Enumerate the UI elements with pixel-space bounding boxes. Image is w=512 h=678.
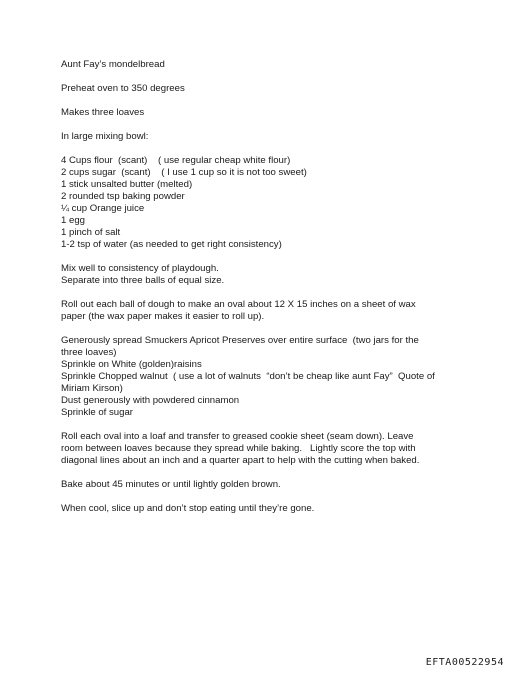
- step-line: Mix well to consistency of playdough.: [61, 263, 219, 274]
- mix-step: [61, 263, 461, 287]
- rollout-step: [61, 299, 461, 323]
- step-line: Sprinkle Chopped walnut ( use a lot of walnuts “don’t be cheap like aunt Fay” Quote of: [61, 371, 435, 382]
- step-line: Dust generously with powdered cinnamon: [61, 395, 240, 406]
- step-line: three loaves): [61, 347, 117, 358]
- step-line: Sprinkle on White (golden)raisins: [61, 359, 202, 370]
- ingredient-item: 2 cups sugar (scant) ( I use 1 cup so it is not too sweet): [61, 167, 307, 178]
- bake-step: Bake about 45 minutes or until lightly golden brown.: [61, 479, 281, 490]
- recipe-document: [61, 59, 461, 527]
- ingredient-item: 1 egg: [61, 215, 86, 226]
- step-line: Separate into three balls of equal size.: [61, 275, 225, 286]
- ingredient-item: ¼ cup Orange juice: [61, 203, 145, 214]
- filling-step: [61, 335, 461, 419]
- ingredient-item: 2 rounded tsp baking powder: [61, 191, 185, 202]
- step-line: Generously spread Smuckers Apricot Preserves over entire surface (two jars for the: [61, 335, 419, 346]
- ingredient-item: 4 Cups flour (scant) ( use regular cheap white flour): [61, 155, 291, 166]
- step-line: diagonal lines about an inch and a quarter apart to help with the cutting when baked.: [61, 455, 420, 466]
- finish-step: When cool, slice up and don’t stop eating until they’re gone.: [61, 503, 315, 514]
- document-id-stamp: EFTA00522954: [425, 657, 504, 668]
- preheat-instruction: Preheat oven to 350 degrees: [61, 83, 185, 94]
- ingredient-item: 1 pinch of salt: [61, 227, 121, 238]
- step-line: Sprinkle of sugar: [61, 407, 133, 418]
- ingredient-item: 1 stick unsalted butter (melted): [61, 179, 193, 190]
- ingredients-list: [61, 155, 461, 251]
- ingredient-item: 1-2 tsp of water (as needed to get right consistency): [61, 239, 282, 250]
- roll-loaf-step: [61, 431, 461, 467]
- step-line: Roll out each ball of dough to make an oval about 12 X 15 inches on a sheet of wax: [61, 299, 416, 310]
- bowl-intro: In large mixing bowl:: [61, 131, 149, 142]
- step-line: Roll each oval into a loaf and transfer to greased cookie sheet (seam down). Leave: [61, 431, 414, 442]
- step-line: Miriam Kirson): [61, 383, 123, 394]
- yield-line: Makes three loaves: [61, 107, 145, 118]
- step-line: room between loaves because they spread while baking. Lightly score the top with: [61, 443, 416, 454]
- step-line: paper (the wax paper makes it easier to roll up).: [61, 311, 265, 322]
- recipe-title: Aunt Fay’s mondelbread: [61, 59, 165, 70]
